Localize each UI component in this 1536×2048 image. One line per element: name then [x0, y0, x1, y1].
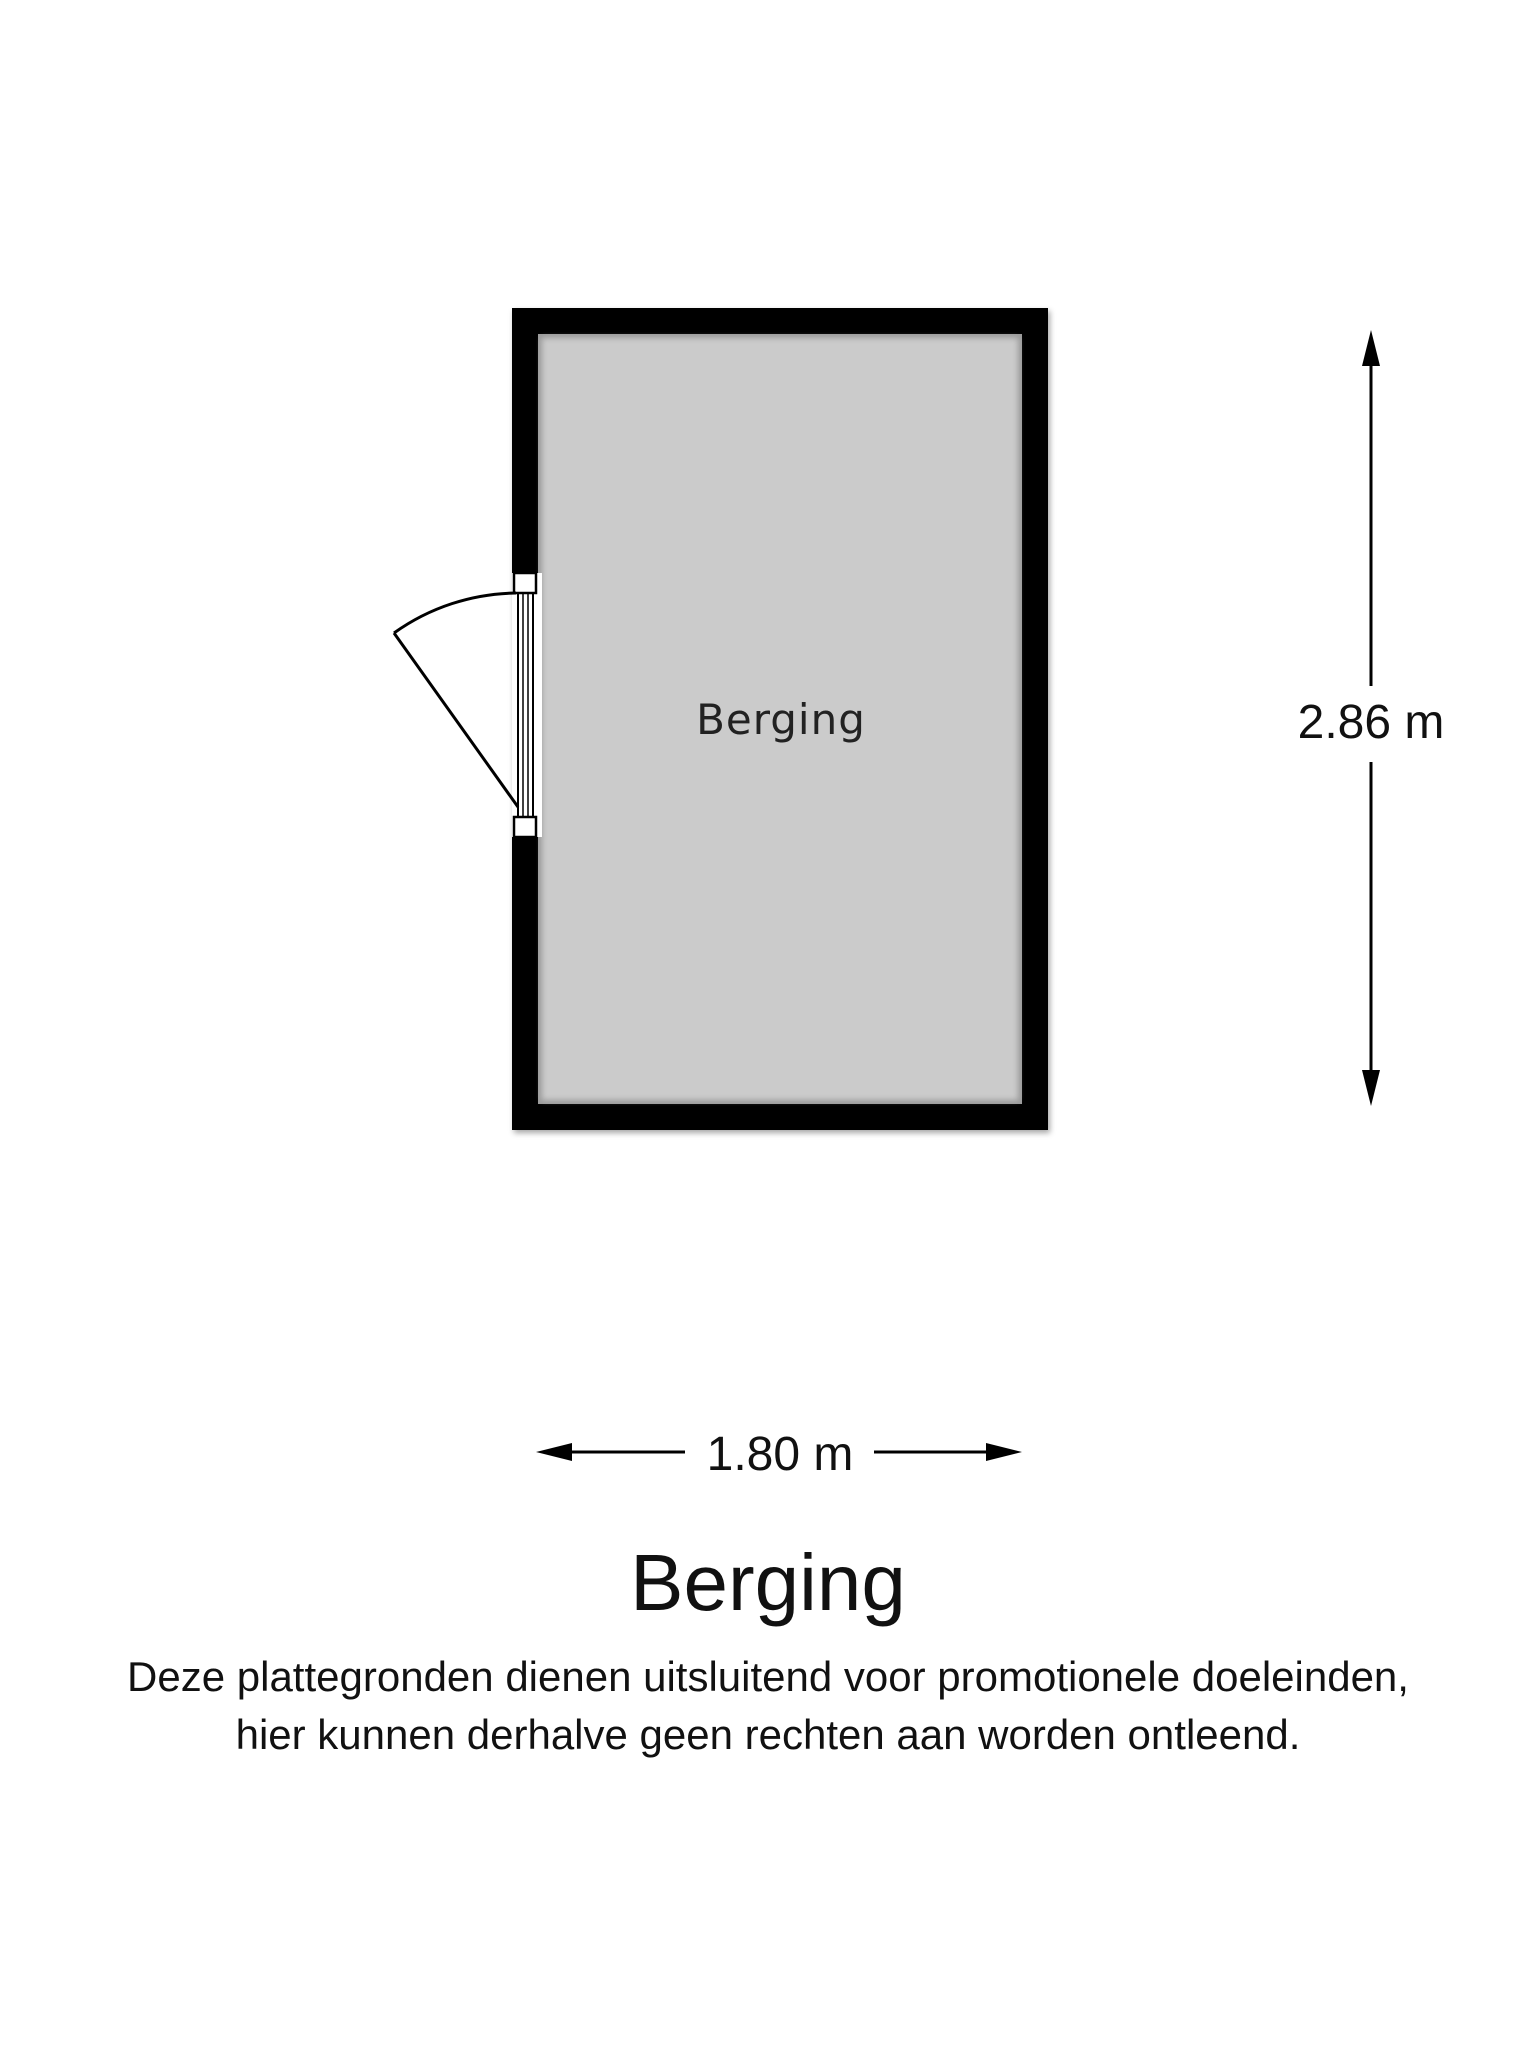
door-leaf: [394, 633, 518, 807]
arrow-left-icon: [536, 1443, 572, 1461]
door-opening: [512, 573, 542, 837]
width-dimension: [536, 1428, 1022, 1481]
arrow-up-icon: [1362, 330, 1380, 366]
door-swing-arc: [394, 593, 516, 633]
arrow-down-icon: [1362, 1070, 1380, 1106]
disclaimer-line-1: Deze plattegronden dienen uitsluitend voor promotionele doeleinden,: [127, 1653, 1409, 1700]
height-dimension-label: 2.86 m: [1297, 696, 1445, 749]
door: [394, 573, 542, 837]
arrow-right-icon: [986, 1443, 1022, 1461]
disclaimer-line-2: hier kunnen derhalve geen rechten aan worden ontleend.: [235, 1711, 1301, 1758]
door-jamb-top: [514, 573, 536, 593]
width-dimension-label: 1.80 m: [706, 1428, 854, 1481]
height-dimension: [1298, 330, 1445, 1106]
door-jamb-bottom: [514, 817, 536, 837]
plan-title: Berging: [630, 1538, 906, 1627]
disclaimer: [0, 1648, 1536, 1764]
room-label: Berging: [696, 695, 866, 744]
